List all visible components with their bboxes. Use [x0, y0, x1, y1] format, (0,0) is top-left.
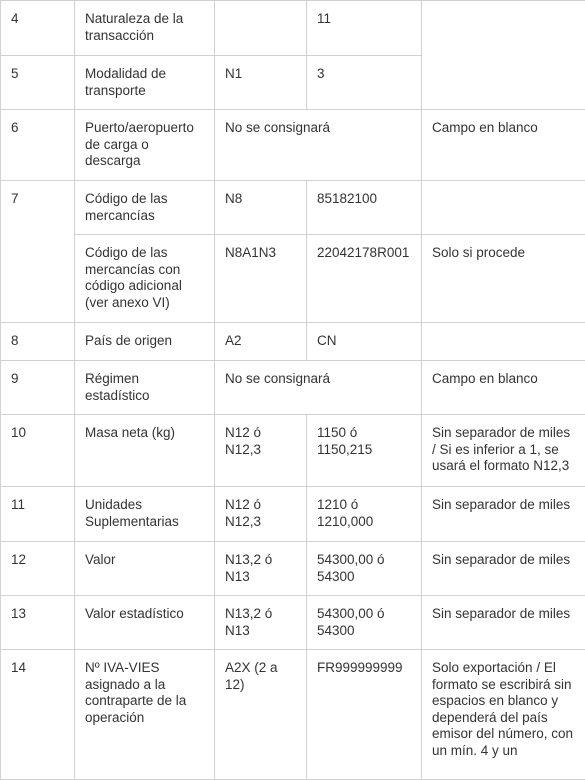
field-example: 22042178R001: [307, 235, 422, 323]
field-number: 12: [1, 542, 75, 596]
table-row: [1, 323, 585, 361]
field-name: Unidades Suplementarias: [75, 487, 215, 542]
field-format-example: No se consignará: [215, 361, 422, 415]
table-row: [1, 596, 585, 650]
field-name: Puerto/aeropuerto de carga o descarga: [75, 110, 215, 181]
field-example: FR999999999: [307, 650, 422, 780]
field-example: 3: [307, 56, 422, 110]
field-example: 85182100: [307, 181, 422, 235]
field-number: 11: [1, 487, 75, 542]
table-row: [1, 542, 585, 596]
field-observations: Solo exportación / El formato se escribirá sin espacios en blanco y dependerá del país emisor del número, con un mín. 4 y un: [422, 650, 585, 780]
table-row: [1, 487, 585, 542]
field-observations: Sin separador de miles: [422, 487, 585, 542]
field-name: Nº IVA-VIES asignado a la contraparte de la operación: [75, 650, 215, 780]
field-example: 11: [307, 1, 422, 56]
field-number: 6: [1, 110, 75, 181]
field-number: 9: [1, 361, 75, 415]
field-example: CN: [307, 323, 422, 361]
field-name: Modalidad de transporte: [75, 56, 215, 110]
field-number: 4: [1, 1, 75, 56]
table-row: [1, 235, 585, 323]
field-name: Masa neta (kg): [75, 415, 215, 487]
field-example: 54300,00 ó 54300: [307, 596, 422, 650]
field-format: N12 ó N12,3: [215, 415, 307, 487]
field-format: N8A1N3: [215, 235, 307, 323]
field-number: 10: [1, 415, 75, 487]
table-row: [1, 361, 585, 415]
field-observations: [422, 1, 585, 110]
table-row: [1, 181, 585, 235]
field-format: A2: [215, 323, 307, 361]
field-observations: [422, 181, 585, 235]
field-format: N12 ó N12,3: [215, 487, 307, 542]
field-observations: Sin separador de miles: [422, 542, 585, 596]
field-number: 14: [1, 650, 75, 780]
field-example: 1210 ó 1210,000: [307, 487, 422, 542]
field-name: Código de las mercancías con código adicional (ver anexo VI): [75, 235, 215, 323]
field-name: Régimen estadístico: [75, 361, 215, 415]
field-name: Naturaleza de la transacción: [75, 1, 215, 56]
field-format: N13,2 ó N13: [215, 596, 307, 650]
field-name: Valor estadístico: [75, 596, 215, 650]
field-format: N8: [215, 181, 307, 235]
field-observations: Campo en blanco: [422, 110, 585, 181]
field-observations: Campo en blanco: [422, 361, 585, 415]
field-observations: Sin separador de miles: [422, 596, 585, 650]
table-row: [1, 415, 585, 487]
field-number: 7: [1, 181, 75, 323]
table-row: [1, 1, 585, 56]
field-example: 54300,00 ó 54300: [307, 542, 422, 596]
field-example: 1150 ó 1150,215: [307, 415, 422, 487]
table-row: [1, 650, 585, 780]
field-format: N1: [215, 56, 307, 110]
field-observations: [422, 323, 585, 361]
field-format-example: No se consignará: [215, 110, 422, 181]
field-format: A2X (2 a 12): [215, 650, 307, 780]
field-number: 8: [1, 323, 75, 361]
field-name: Código de las mercancías: [75, 181, 215, 235]
field-format: N13,2 ó N13: [215, 542, 307, 596]
field-name: País de origen: [75, 323, 215, 361]
field-number: 13: [1, 596, 75, 650]
field-observations: Solo si procede: [422, 235, 585, 323]
table-row: [1, 110, 585, 181]
field-observations: Sin separador de miles / Si es inferior a 1, se usará el formato N12,3: [422, 415, 585, 487]
field-number: 5: [1, 56, 75, 110]
field-name: Valor: [75, 542, 215, 596]
field-format: [215, 1, 307, 56]
